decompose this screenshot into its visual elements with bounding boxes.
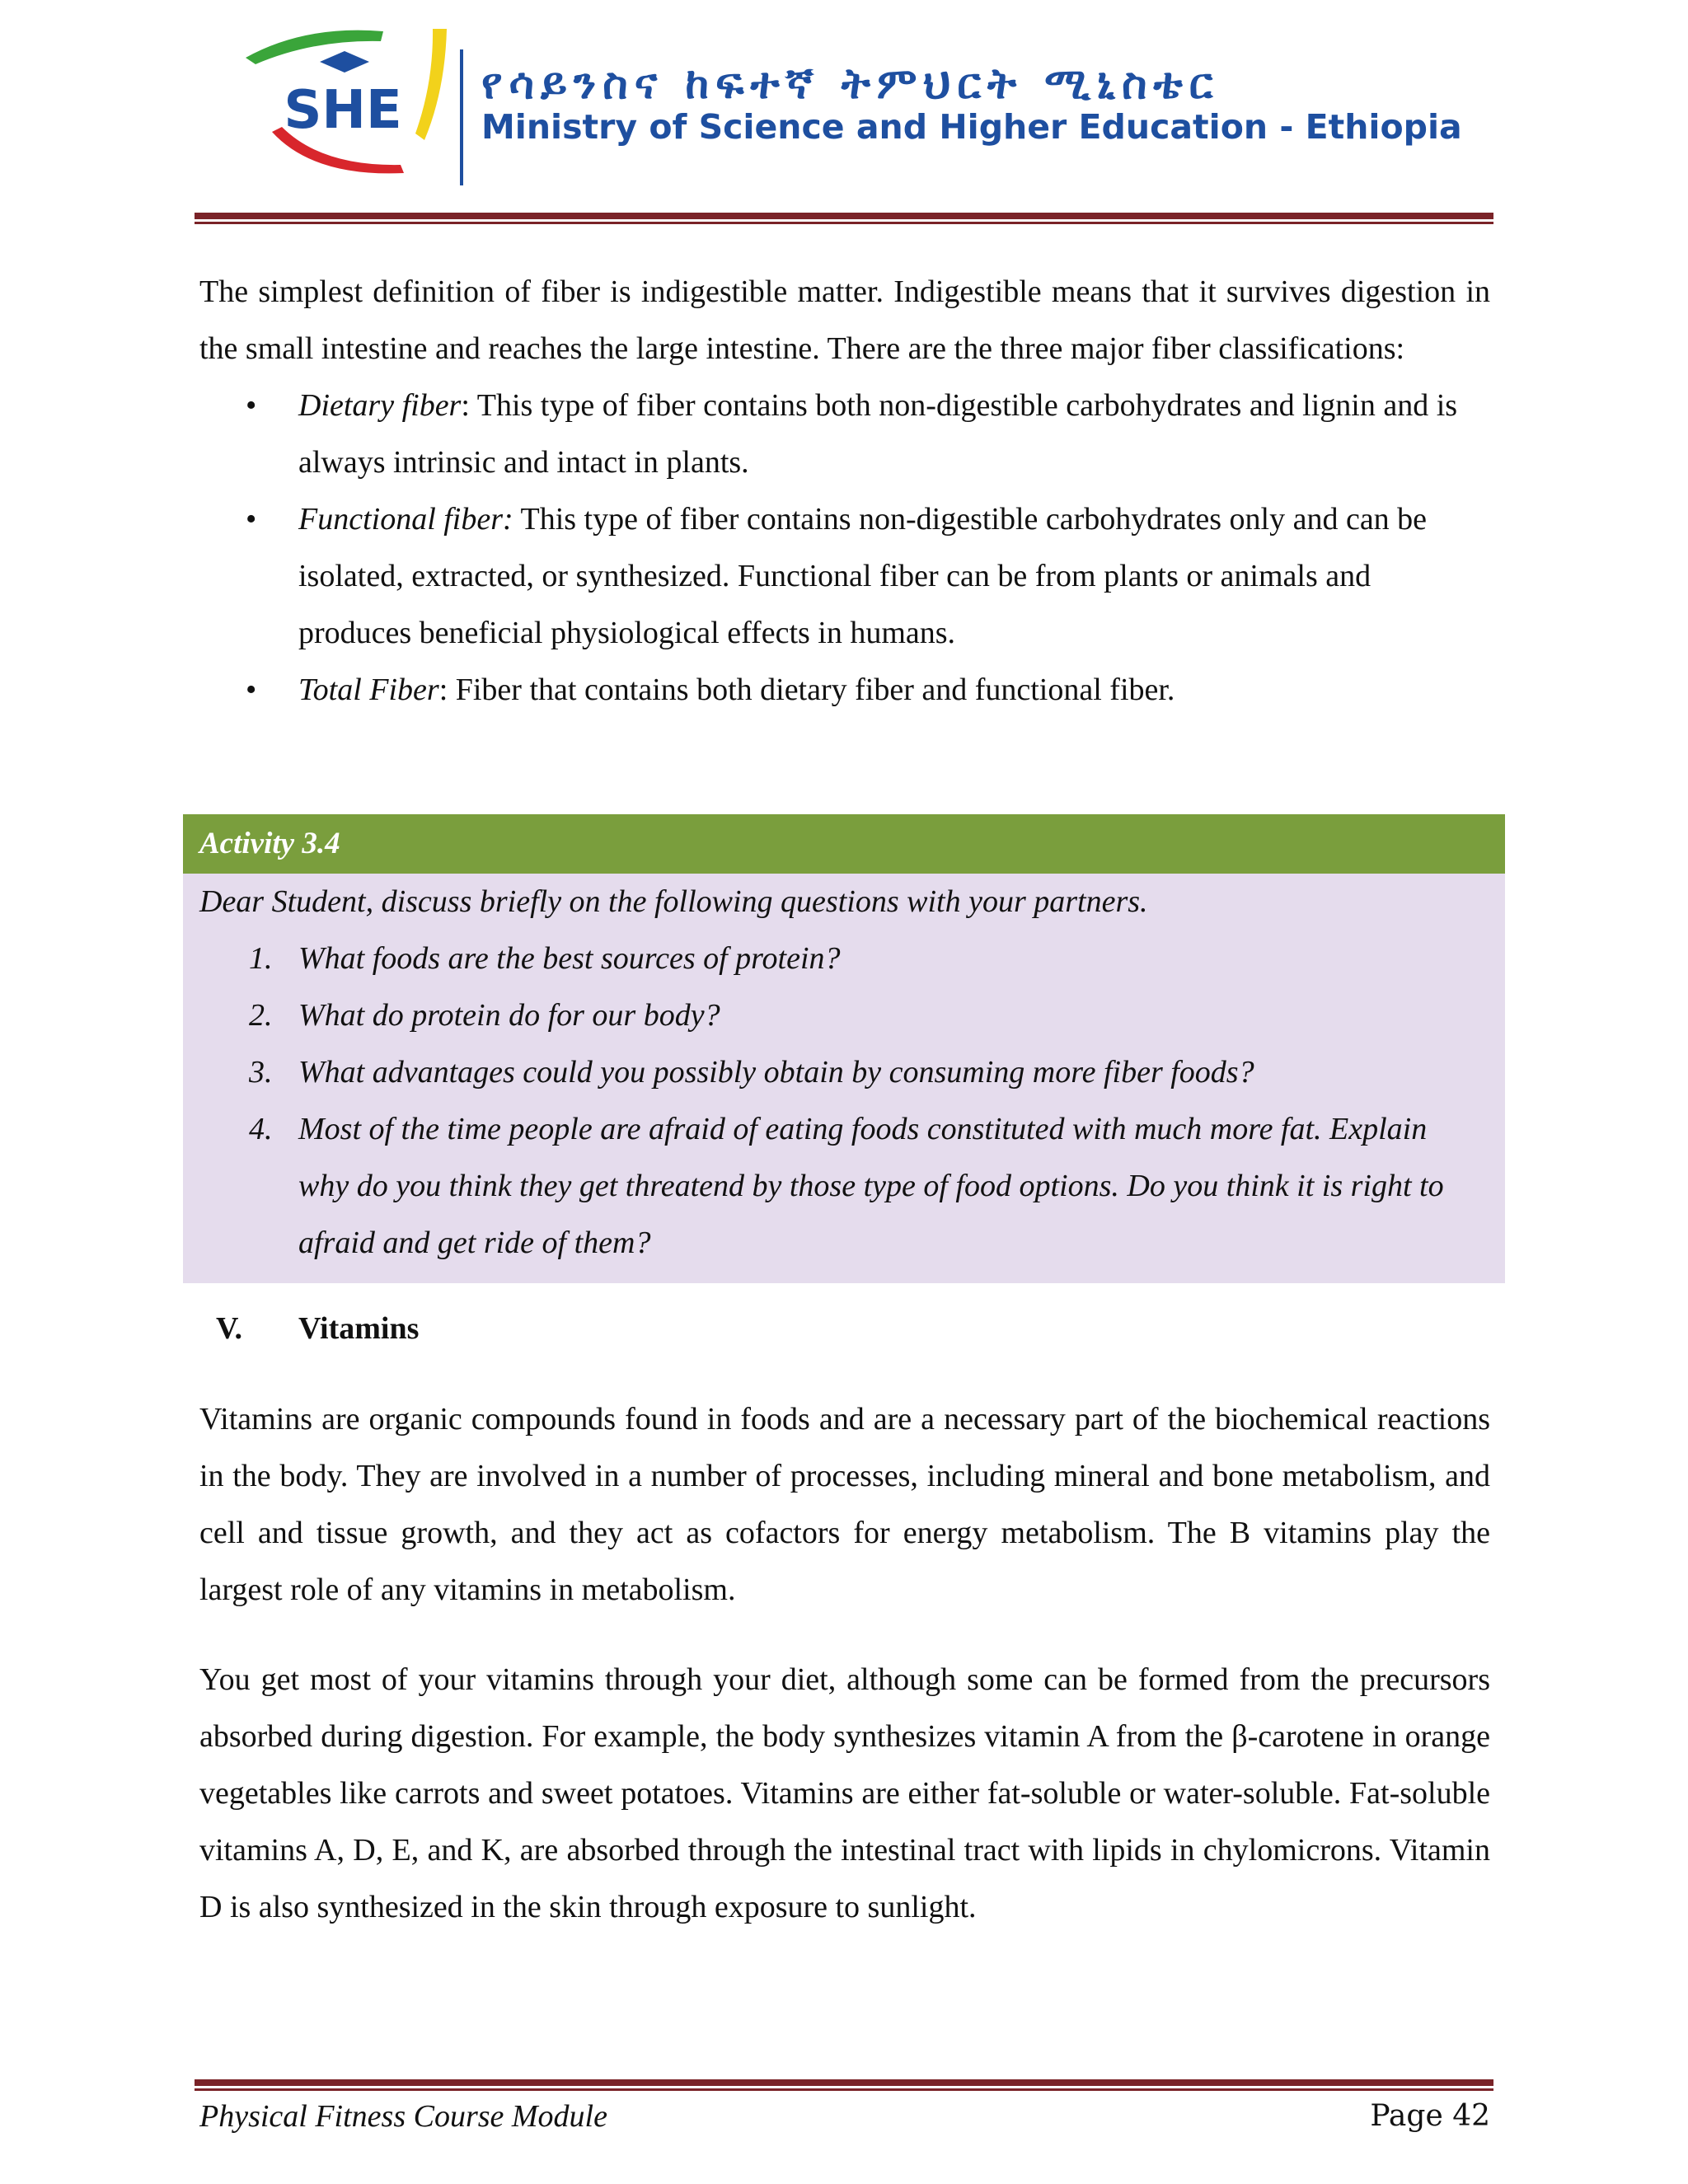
question-number: 1. [249, 941, 273, 976]
fiber-section [199, 264, 1490, 719]
footer-rule [195, 2079, 1493, 2091]
ministry-amharic-name: የሳይንስና ከፍተኛ ትምህርት ሚኒስቴር [481, 59, 1220, 109]
list-item [199, 930, 1489, 987]
bullet-text: : This type of fiber contains both non-digestible carbohydrates and lignin and is always intrinsic and intact in plants. [298, 388, 1458, 480]
activity-question-list [199, 930, 1489, 1272]
question-number: 4. [249, 1112, 273, 1146]
list-item: • Functional fiber: This type of fiber contains non-digestible carbohydrates only and can be isolated, extracted, or synthesized. Functional fiber can be from plants or animals and produces beneficial physiological effects in humans. [246, 502, 1428, 650]
list-item [199, 987, 1489, 1044]
vitamins-paragraph-2: You get most of your vitamins through your diet, although some can be formed from the precursors absorbed during digestion. For example, the body synthesizes vitamin A from the β-carotene in orange vegetables like carrots and sweet potatoes. Vitamins are either fat-soluble or water-soluble. Fat-soluble vitamins A, D, E, and K, are absorbed through the intestinal tract with lipids in chylomicrons. Vitamin D is also synthesized in the skin through exposure to sunlight. [199, 1662, 1490, 1924]
question-text: What foods are the best sources of protein? [298, 941, 841, 976]
letterhead [239, 25, 1500, 173]
section-heading [216, 1301, 419, 1357]
logo-text: SHE [284, 80, 402, 141]
question-text: What advantages could you possibly obtain by consuming more fiber foods? [298, 1055, 1254, 1090]
header-divider [460, 49, 463, 185]
question-text: Most of the time people are afraid of eating foods constituted with much more fat. Explain why do you think they get threatend by those type of food options. Do you think it is right to afraid and get ride of them? [298, 1112, 1444, 1260]
list-item [199, 1101, 1489, 1272]
activity-body [183, 874, 1505, 1283]
bullet-term: Functional fiber: [298, 502, 513, 537]
bullet-term: Dietary fiber [298, 388, 462, 423]
vitamins-paragraph-1: Vitamins are organic compounds found in foods and are a necessary part of the biochemical reactions in the body. They are involved in a number of processes, including mineral and bone metabolism, and cell and tissue growth, and they act as cofactors for energy metabolism. The B vitamins play the largest role of any vitamins in metabolism. [199, 1402, 1490, 1607]
question-number: 2. [249, 998, 273, 1033]
activity-intro: Dear Student, discuss briefly on the following questions with your partners. [199, 884, 1148, 919]
fiber-definition-paragraph: The simplest definition of fiber is indigestible matter. Indigestible means that it survives digestion in the small intestine and reaches the large intestine. There are the three major fiber classifications: [199, 274, 1490, 366]
footer-title: Physical Fitness Course Module [199, 2099, 607, 2134]
question-number: 3. [249, 1055, 273, 1090]
logo-yellow-swoosh [415, 29, 447, 140]
list-item: • Dietary fiber: This type of fiber contains both non-digestible carbohydrates and lignin and is always intrinsic and intact in plants. [246, 388, 1458, 480]
ministry-logo [239, 25, 453, 181]
fiber-classification-list [199, 377, 1490, 719]
list-item [199, 1044, 1489, 1101]
section-numeral: V. [216, 1311, 243, 1346]
page-number: Page 42 [1370, 2099, 1490, 2133]
list-item: • Total Fiber: Fiber that contains both dietary fiber and functional fiber. [246, 673, 1175, 707]
graduation-cap-icon [320, 51, 369, 73]
bullet-text: : Fiber that contains both dietary fiber and functional fiber. [438, 673, 1175, 707]
activity-box [183, 814, 1505, 1283]
ministry-english-name: Ministry of Science and Higher Education - Ethiopia [481, 107, 1462, 147]
bullet-term: Total Fiber [298, 673, 439, 707]
section-title: Vitamins [298, 1311, 420, 1346]
header-rule [195, 213, 1493, 224]
activity-title: Activity 3.4 [183, 814, 1505, 874]
bullet-text: This type of fiber contains non-digestible carbohydrates only and can be isolated, extracted, or synthesized. Functional fiber can be from plants or animals and produces beneficial physiological effects in humans. [298, 502, 1428, 650]
question-text: What do protein do for our body? [298, 998, 720, 1033]
